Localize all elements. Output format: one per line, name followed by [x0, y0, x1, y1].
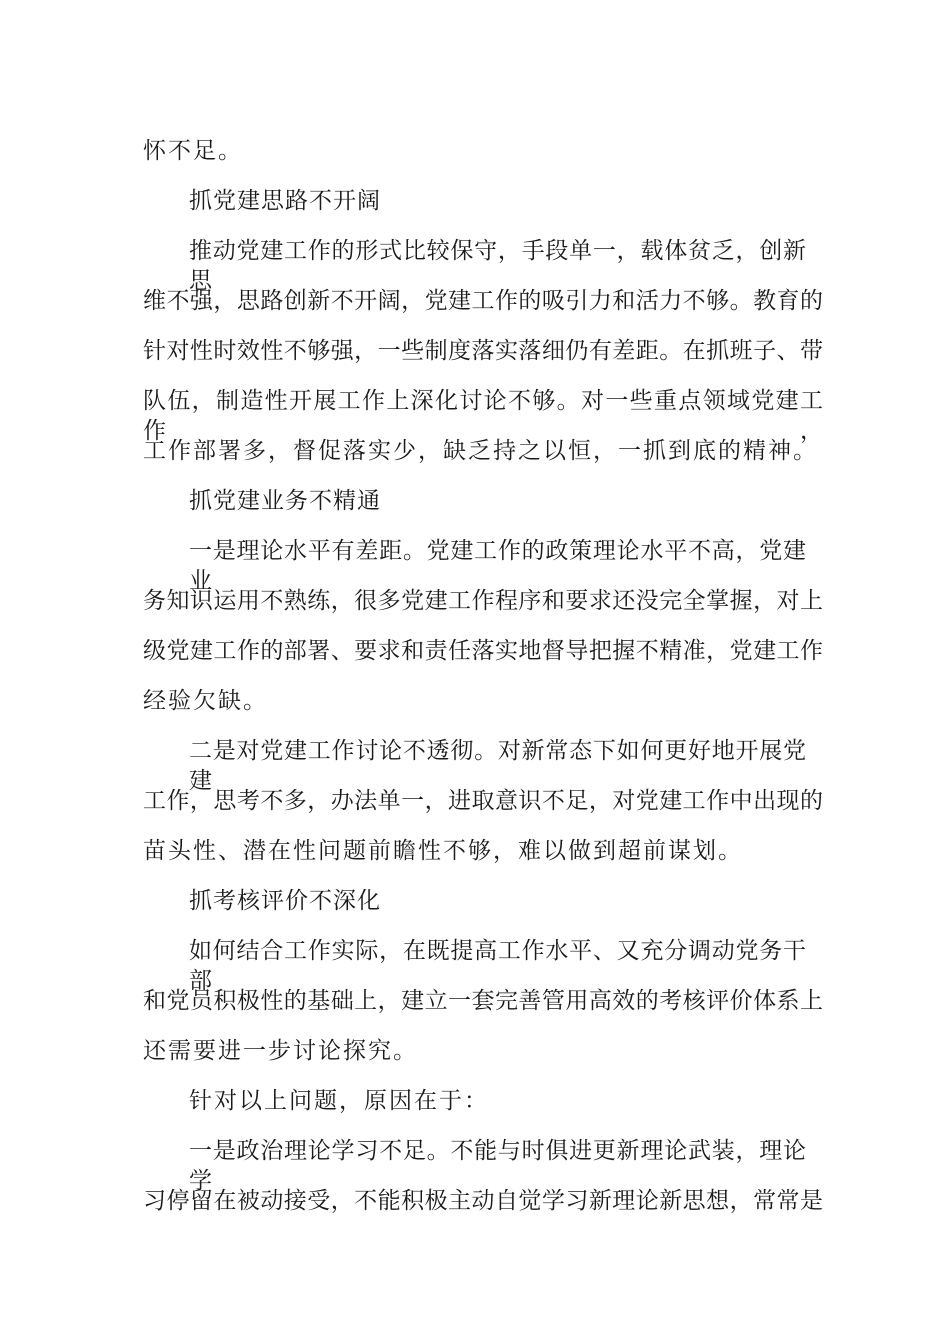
paragraph-line: 务知识运用不熟练，很多党建工作程序和要求还没完全掌握，对上 [143, 588, 823, 614]
paragraph-line: 还需要进一步讨论探究。 [143, 1038, 418, 1064]
paragraph-line: 如何结合工作实际，在既提高工作水平、又充分调动党务干部 [189, 938, 806, 994]
paragraph-line: 一是理论水平有差距。党建工作的政策理论水平不高，党建业 [189, 538, 806, 594]
paragraph-line: 工作部署多，督促落实少，缺乏持之以恒，一抓到底的精神。 [143, 438, 818, 464]
paragraph-line: 针对以上问题，原因在于： [189, 1088, 489, 1114]
paragraph-line: 习停留在被动接受，不能积极主动自觉学习新理论新思想，常常是 [143, 1188, 823, 1214]
paragraph-line: 经验欠缺。 [143, 688, 268, 714]
paragraph-line: 一是政治理论学习不足。不能与时俱进更新理论武装，理论学 [189, 1138, 806, 1194]
paragraph-line: 针对性时效性不够强，一些制度落实落细仍有差距。在抓班子、带 [143, 338, 823, 364]
paragraph-line: 苗头性、潜在性问题前瞻性不够，难以做到超前谋划。 [143, 838, 743, 864]
paragraph-line: 级党建工作的部署、要求和责任落实地督导把握不精准，党建工作 [143, 638, 823, 664]
paragraph-line: 推动党建工作的形式比较保守，手段单一，载体贫乏，创新思 [189, 238, 806, 294]
paragraph-line: 队伍，制造性开展工作上深化讨论不够。对一些重点领域党建工作， [143, 388, 823, 444]
paragraph-line: 二是对党建工作讨论不透彻。对新常态下如何更好地开展党建 [189, 738, 806, 794]
section-heading: 抓考核评价不深化 [189, 888, 381, 914]
paragraph-continuation: 怀不足。 [143, 138, 243, 164]
paragraph-line: 工作，思考不多，办法单一，进取意识不足，对党建工作中出现的 [143, 788, 823, 814]
paragraph-line: 和党员积极性的基础上，建立一套完善管用高效的考核评价体系上 [143, 988, 823, 1014]
section-heading: 抓党建思路不开阔 [189, 188, 381, 214]
section-heading: 抓党建业务不精通 [189, 488, 381, 514]
paragraph-line: 维不强，思路创新不开阔，党建工作的吸引力和活力不够。教育的 [143, 288, 823, 314]
